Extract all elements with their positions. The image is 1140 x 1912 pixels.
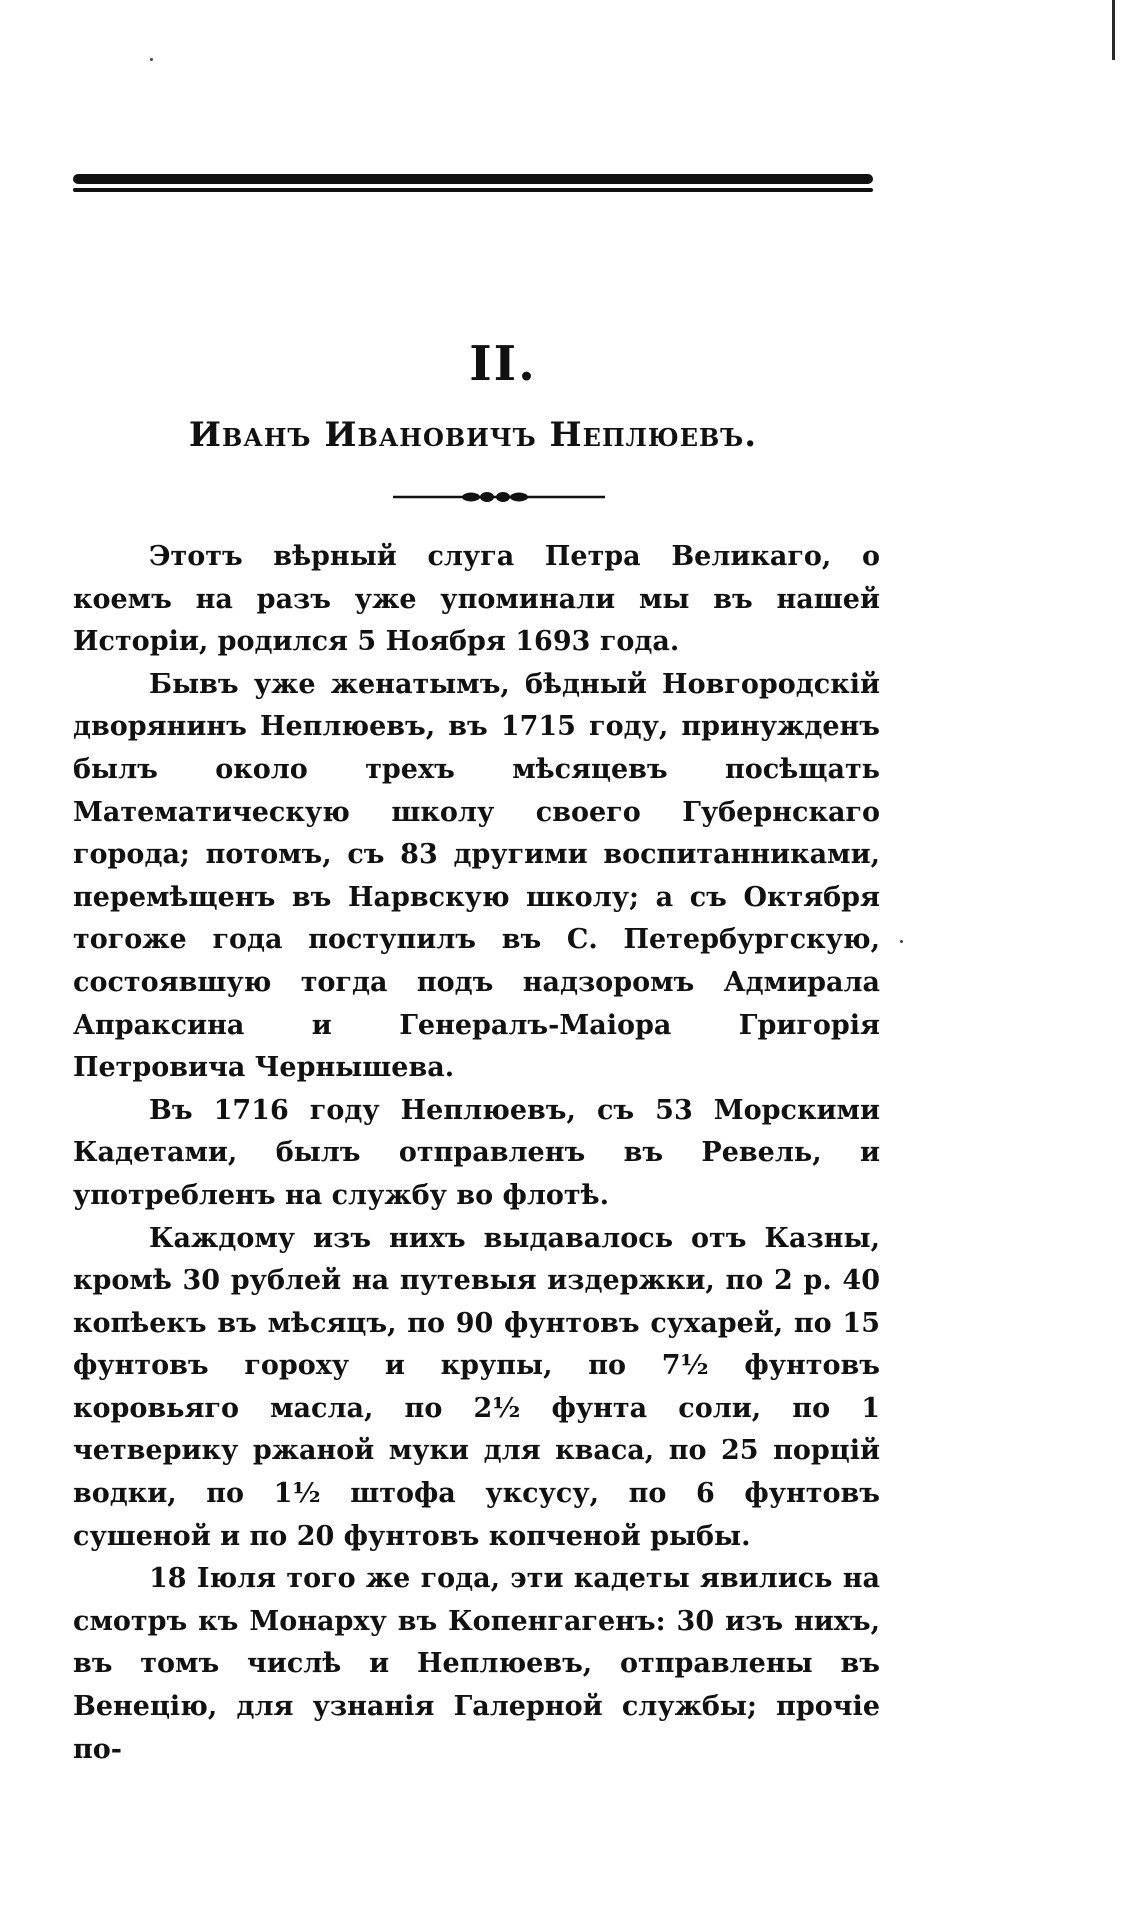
scan-speck [150,58,153,61]
chapter-number: II. [469,336,537,392]
paragraph: Каждому изъ нихъ выдавалось отъ Казны, кромѣ 30 рублей на путевыя издержки, по 2 р. 40 копѣекъ въ мѣсяцъ, по 90 фунтовъ сухарей, по 15 фунтовъ гороху и крупы, по 7½ фунтовъ коровьяго масла, по 2½ фунта соли, по 1 четверику ржаной муки для кваса, по 25 порцій водки, по 1½ штофа уксусу, по 6 фунтовъ сушеной и по 20 фунтовъ копченой рыбы. [73,1222,880,1552]
body-text [73,536,880,1771]
chapter-title: Иванъ Ивановичъ Неплюевъ. [188,415,758,455]
scan-speck [900,940,903,943]
top-rule-thin-line [73,188,873,192]
paragraph: 18 Іюля того же года, эти кадеты явились на смотръ къ Монарху въ Копенгагенъ: 30 изъ нихъ, въ томъ числѣ и Неплюевъ, отправлены въ Венецію, для узнанія Галерной службы; прочіе по- [73,1563,880,1765]
paragraph: Этотъ вѣрный слуга Петра Великаго, о коемъ на разъ уже упоминали мы въ нашей Исторіи, родился 5 Ноября 1693 года. [73,541,880,658]
paragraph: Въ 1716 году Неплюевъ, съ 53 Морскими Кадетами, былъ отправленъ въ Ревель, и употребленъ на службу во флотѣ. [73,1094,880,1211]
top-double-rule [73,174,873,194]
paragraph: Бывъ уже женатымъ, бѣдный Новгородскій дворянинъ Неплюевъ, въ 1715 году, принужденъ былъ около трехъ мѣсяцевъ посѣщать Математическую школу своего Губернскаго города; потомъ, съ 83 другими воспитанниками, перемѣщенъ въ Нарвскую школу; а съ Октября тогоже года поступилъ въ С. Петербургскую, состоявшую тогда подъ надзоромъ Адмирала Апраксина и Генералъ-Маіора Григорія Петровича Чернышева. [73,668,880,1084]
title-ornament [393,488,605,506]
top-rule-thick-line [73,174,873,184]
scan-edge-line [1112,0,1115,60]
